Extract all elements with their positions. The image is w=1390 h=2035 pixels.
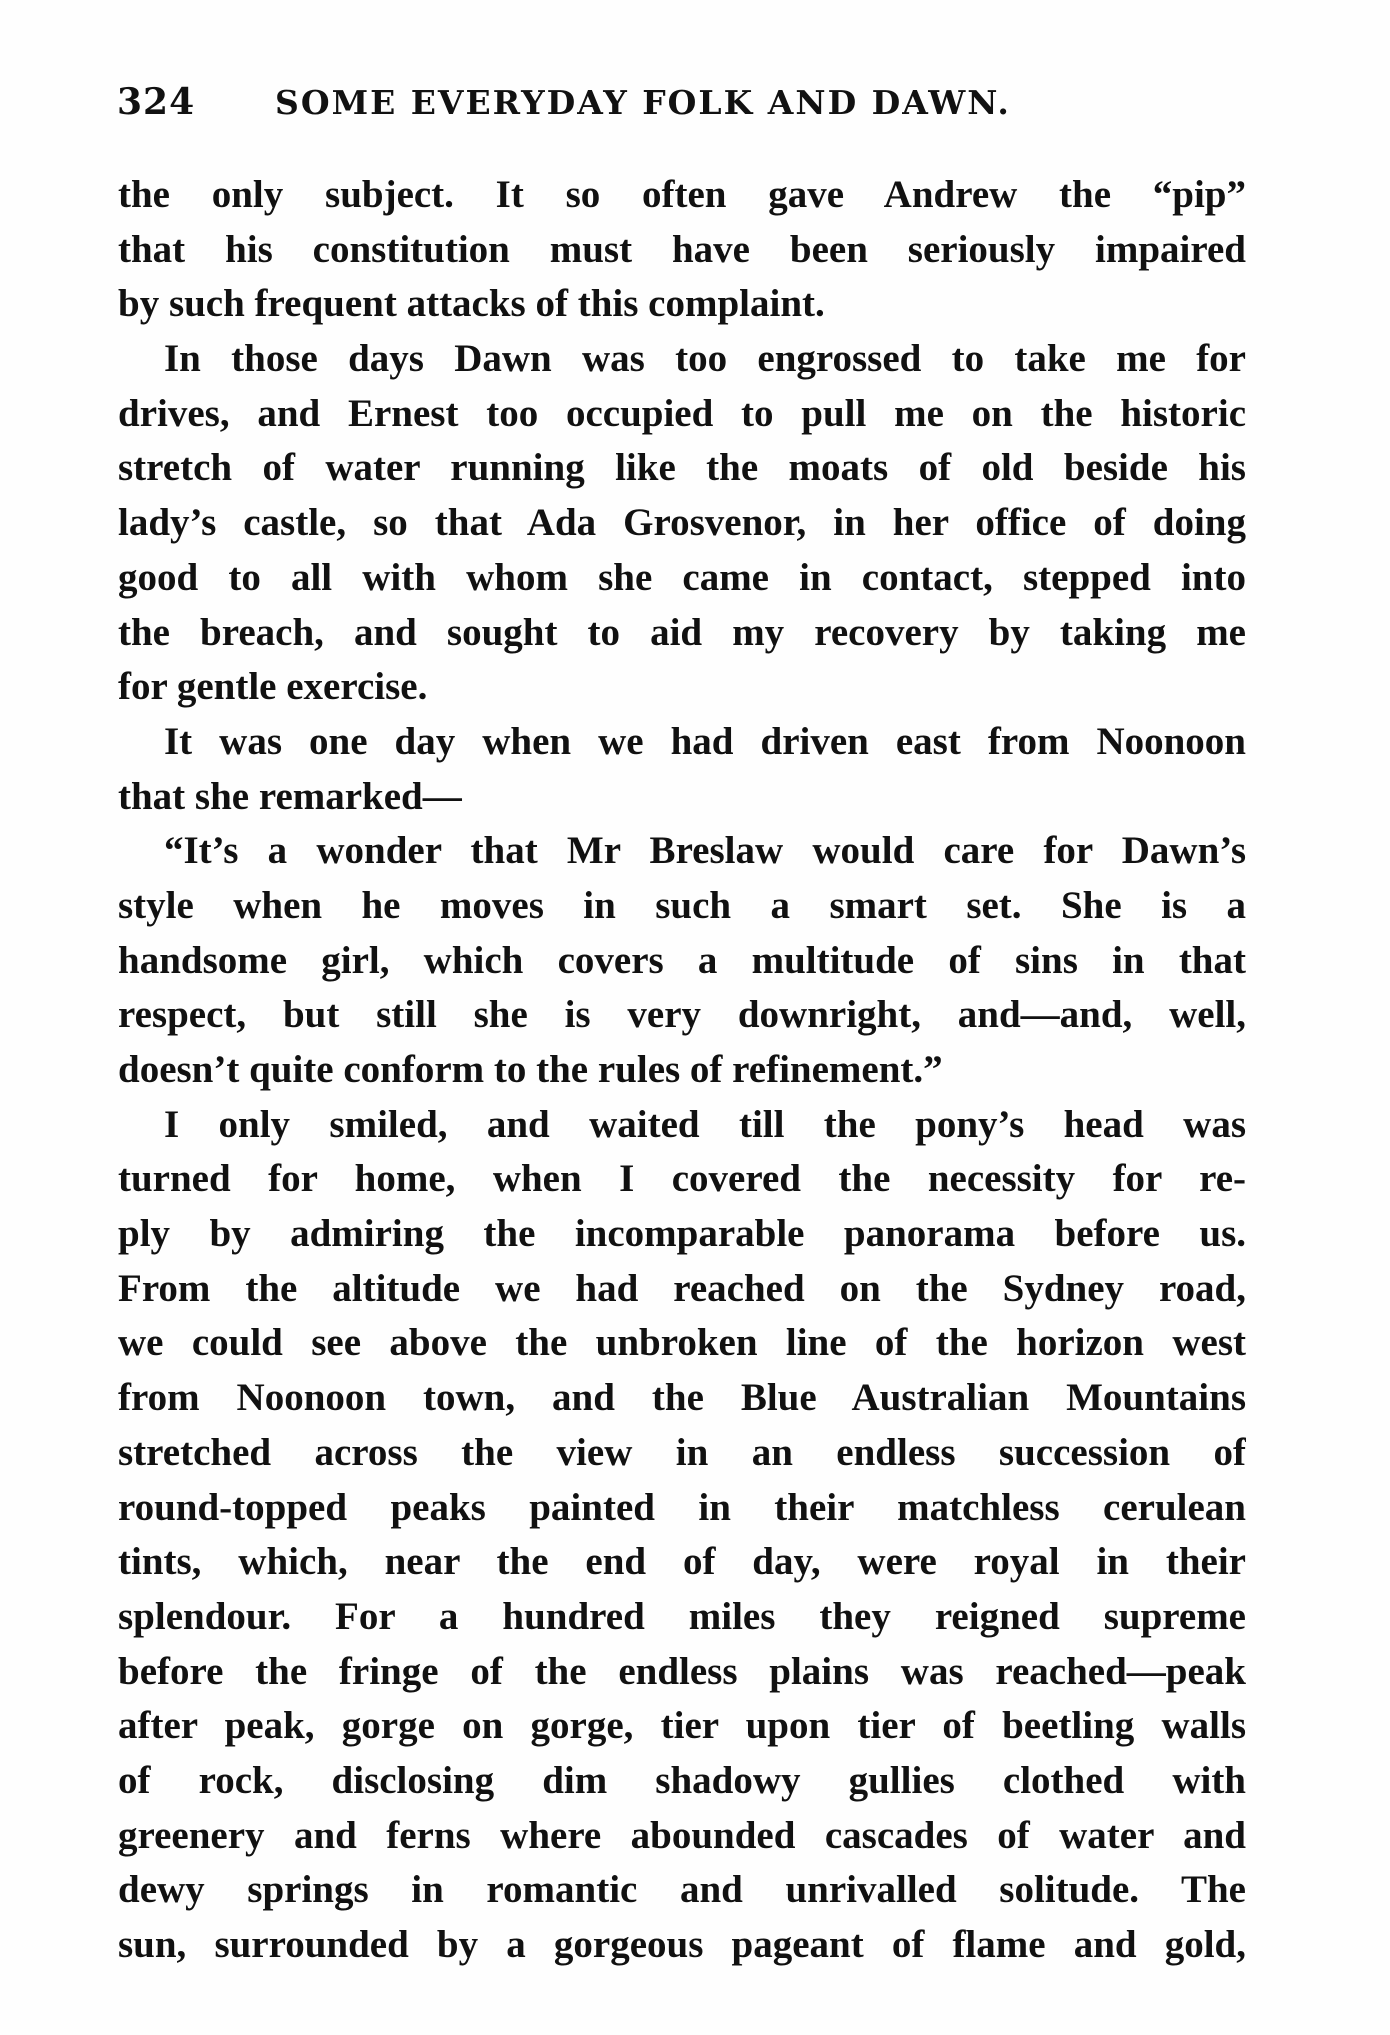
text-line: we could see above the unbroken line of the horizon west (118, 1321, 1246, 1365)
page-number: 324 (117, 81, 196, 123)
text-line: From the altitude we had reached on the Sydney road, (118, 1266, 1246, 1310)
text-line: dewy springs in romantic and unrivalled solitude. The (118, 1868, 1246, 1912)
text-line: after peak, gorge on gorge, tier upon tier of beetling walls (118, 1704, 1246, 1748)
text-line: handsome girl, which covers a multitude of sins in that (118, 938, 1246, 982)
body-text (118, 168, 1246, 1973)
text-line: that his constitution must have been seriously impaired (118, 227, 1246, 271)
text-line: In those days Dawn was too engrossed to take me for (164, 337, 1246, 381)
running-head (117, 74, 1237, 130)
text-line: stretch of water running like the moats of old beside his (118, 446, 1246, 490)
text-line: “It’s a wonder that Mr Breslaw would care for Dawn’s (164, 829, 1246, 873)
text-line: greenery and ferns where abounded cascades of water and (118, 1813, 1246, 1857)
text-line: I only smiled, and waited till the pony’s head was (164, 1102, 1246, 1146)
text-line: by such frequent attacks of this complaint. (118, 282, 825, 326)
text-line: respect, but still she is very downright, and—and, well, (118, 993, 1246, 1037)
text-line: drives, and Ernest too occupied to pull me on the historic (118, 391, 1246, 435)
text-line: tints, which, near the end of day, were royal in their (118, 1540, 1246, 1584)
text-line: for gentle exercise. (118, 665, 428, 709)
text-line: the only subject. It so often gave Andrew the “pip” (118, 173, 1246, 216)
text-line: It was one day when we had driven east from Noonoon (164, 719, 1246, 763)
text-line: good to all with whom she came in contact, stepped into (118, 555, 1246, 599)
text-line: of rock, disclosing dim shadowy gullies clothed with (118, 1758, 1246, 1802)
text-line: the breach, and sought to aid my recovery by taking me (118, 610, 1246, 654)
text-line: splendour. For a hundred miles they reigned supreme (118, 1594, 1246, 1638)
text-line: style when he moves in such a smart set. She is a (118, 883, 1246, 927)
text-line: before the fringe of the endless plains was reached—peak (118, 1649, 1246, 1693)
text-line: doesn’t quite conform to the rules of refinement.” (118, 1048, 943, 1091)
text-line: round-topped peaks painted in their matchless cerulean (118, 1485, 1246, 1529)
text-line: sun, surrounded by a gorgeous pageant of flame and gold, (118, 1923, 1246, 1966)
text-line: stretched across the view in an endless succession of (118, 1430, 1246, 1474)
running-title: SOME EVERYDAY FOLK AND DAWN. (275, 83, 1011, 122)
text-line: that she remarked— (118, 774, 462, 818)
text-line: lady’s castle, so that Ada Grosvenor, in her office of doing (118, 501, 1246, 545)
text-line: turned for home, when I covered the necessity for re- (118, 1157, 1246, 1201)
text-line: ply by admiring the incomparable panorama before us. (118, 1212, 1246, 1256)
text-line: from Noonoon town, and the Blue Australian Mountains (118, 1376, 1246, 1420)
